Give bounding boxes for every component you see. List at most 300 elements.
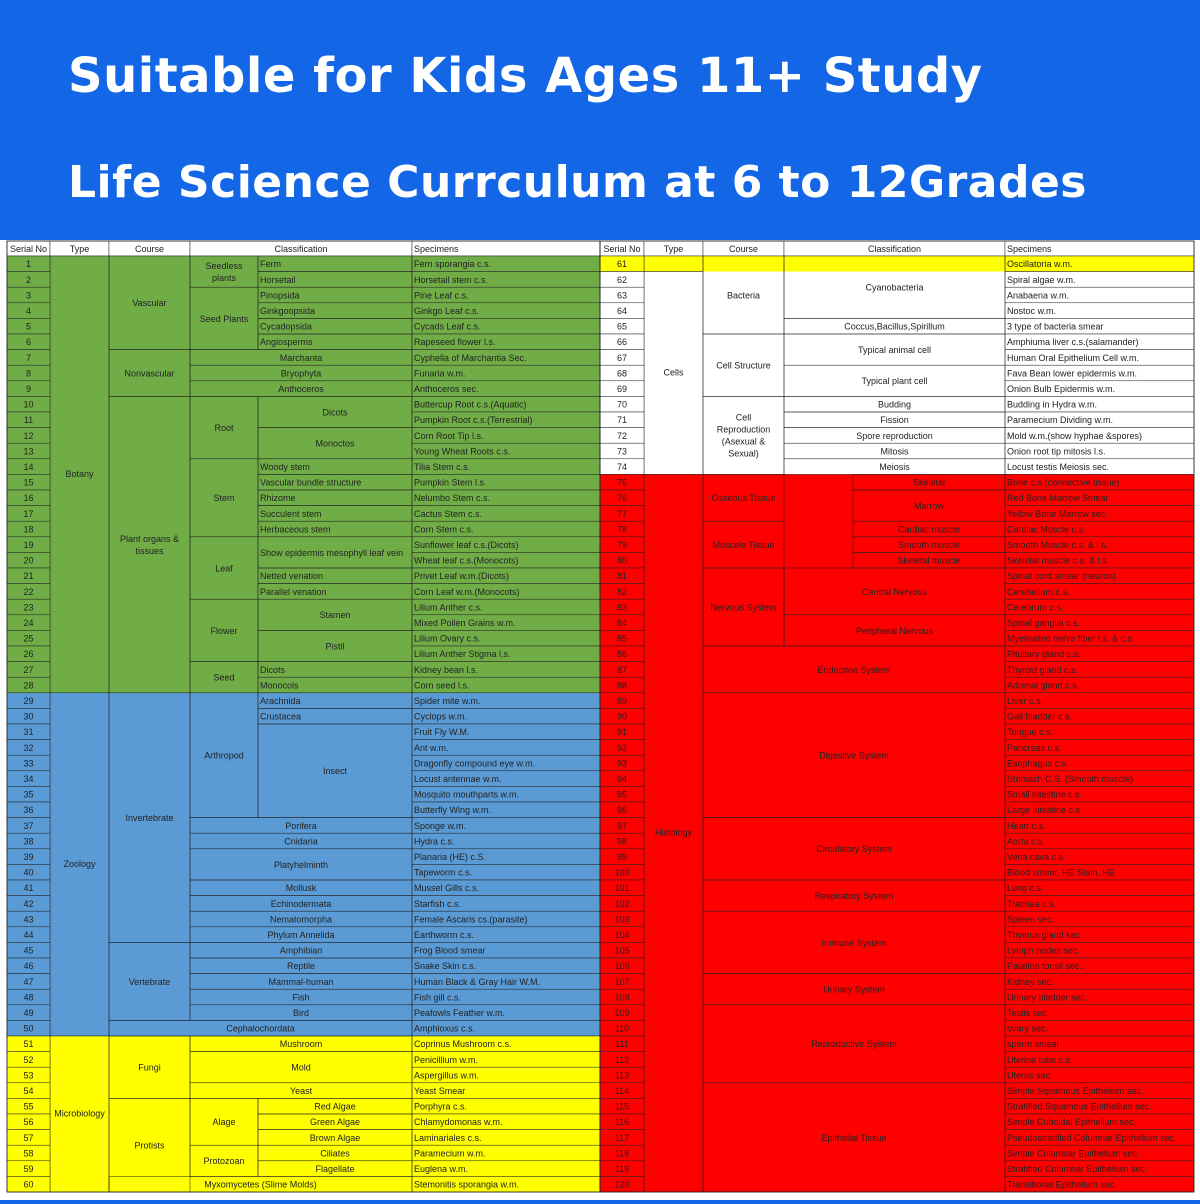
specimen-name: Cardiac Muscle c.s. — [1007, 524, 1086, 535]
specimen-name: Butterfly Wing w.m. — [414, 805, 492, 816]
serial-number: 85 — [616, 633, 628, 644]
specimen-name: Cactus Stem c.s. — [414, 508, 483, 519]
serial-number: 50 — [23, 1023, 34, 1034]
specimen-name: Amphiuma liver c.s.(salamander) — [1007, 337, 1139, 348]
specimen-name: Amphioxus c.s. — [414, 1023, 476, 1034]
serial-number: 70 — [616, 399, 628, 410]
serial-number: 31 — [23, 727, 34, 738]
specimen-name: Ant w.m. — [414, 742, 449, 753]
specimen-name: Yeast Smear — [414, 1085, 466, 1096]
serial-number: 69 — [616, 383, 628, 394]
serial-number: 103 — [614, 914, 630, 925]
serial-number: 39 — [23, 851, 34, 862]
serial-number: 83 — [616, 602, 628, 613]
serial-number: 17 — [23, 508, 34, 519]
type-cell-blank — [644, 256, 703, 272]
specimen-name: Fern sporangia c.s. — [414, 259, 492, 270]
specimen-name: Planaria (HE) c.S. — [414, 851, 487, 862]
type-label: Histology — [654, 827, 693, 838]
specimen-name: Corn seed l.s. — [414, 680, 470, 691]
classification-label: Cnidaria — [284, 836, 318, 847]
specimen-name: Spleen sec. — [1007, 914, 1055, 925]
classification-label: Bird — [292, 1007, 310, 1018]
serial-number: 87 — [616, 664, 628, 675]
serial-number: 109 — [614, 1007, 630, 1018]
serial-number: 52 — [23, 1054, 34, 1065]
specimen-name: Mussel Gills c.s. — [414, 883, 480, 894]
serial-number: 62 — [616, 274, 628, 285]
specimen-name: Snake Skin c.s. — [414, 961, 477, 972]
curriculum-table — [0, 240, 1200, 1200]
specimen-name: Cyphella of Marchantia Sec. — [414, 352, 527, 363]
specimen-name: Corn Root Tip l.s. — [414, 430, 484, 441]
specimen-name: sperm smear — [1007, 1039, 1060, 1050]
specimen-name: Simple Cuboidal Epithelium sec. — [1007, 1117, 1137, 1128]
classification-label: Monocols — [260, 680, 299, 691]
serial-number: 26 — [23, 649, 34, 660]
classification-label: Reptile — [286, 961, 316, 972]
specimen-name: Chlamydomonas w.m. — [414, 1117, 503, 1128]
banner-title: Suitable for Kids Ages 11+ Study — [68, 48, 983, 104]
serial-number: 34 — [23, 773, 34, 784]
serial-number: 19 — [23, 539, 34, 550]
specimen-name: Transitional Epithelium sec. — [1007, 1179, 1117, 1190]
specimen-name: Frog Blood smear — [414, 945, 486, 956]
serial-number: 65 — [616, 321, 628, 332]
serial-number: 117 — [614, 1132, 630, 1143]
classification-label: Show epidermis mesophyll leaf vein — [260, 547, 404, 558]
serial-number: 25 — [23, 633, 34, 644]
serial-number: 3 — [25, 290, 32, 301]
specimen-name: Stratified Columnar Epithelium sec. — [1007, 1163, 1148, 1174]
type-label: Botany — [65, 468, 94, 479]
classification-label: Root — [214, 422, 234, 433]
classification-label: Arthropod — [204, 750, 244, 761]
classification-label: Alage — [212, 1117, 236, 1128]
classification-label: Netted venation — [260, 571, 324, 582]
serial-number: 1 — [25, 259, 32, 270]
serial-number: 89 — [616, 695, 628, 706]
serial-number: 51 — [23, 1039, 34, 1050]
serial-number: 77 — [616, 508, 628, 519]
serial-number: 59 — [23, 1163, 34, 1174]
serial-number: 78 — [616, 524, 628, 535]
header-classification: Classification — [867, 243, 922, 254]
classification-label: Horsetail — [260, 274, 296, 285]
classification-label: Mushroom — [279, 1039, 323, 1050]
serial-number: 43 — [23, 914, 34, 925]
specimen-name: Horsetail stem c.s. — [414, 274, 489, 285]
specimen-name: Locust testis Meiosis sec. — [1007, 461, 1110, 472]
classification-label: Bryophyta — [280, 368, 322, 379]
specimen-name: Oscillatoria w.m. — [1007, 259, 1073, 270]
specimen-name: Heart c.s. — [1007, 820, 1046, 831]
classification-label: Fission — [880, 415, 909, 426]
specimen-name: Myelinated nerve fiber l.s. & c.s. — [1007, 633, 1135, 644]
classification-label: Rhizome — [260, 493, 296, 504]
serial-number: 7 — [25, 352, 32, 363]
serial-number: 49 — [23, 1007, 34, 1018]
specimen-name: Mosquito mouthparts w.m. — [414, 789, 520, 800]
classification-label: Arachnida — [260, 695, 301, 706]
specimen-name: Coprinus Mushroom c.s. — [414, 1039, 512, 1050]
specimen-name: Female Ascaris cs.(parasite) — [414, 914, 528, 925]
serial-number: 102 — [614, 898, 630, 909]
specimen-name: Nostoc w.m. — [1007, 305, 1057, 316]
serial-number: 22 — [23, 586, 34, 597]
classification-label: Amphibian — [279, 945, 323, 956]
specimen-name: Privet Leaf w.m.(Dicots) — [414, 571, 510, 582]
specimen-name: Stratified Squamous Epithelium sec. — [1007, 1101, 1152, 1112]
classification-label: Woody stem — [260, 461, 310, 472]
specimen-name: Kidney sec. — [1007, 976, 1054, 987]
serial-number: 116 — [614, 1117, 630, 1128]
specimen-name: Lilium Anther Stigma l.s. — [414, 649, 511, 660]
classification-label: Spore reproduction — [856, 430, 933, 441]
serial-number: 120 — [614, 1179, 630, 1190]
serial-number: 98 — [616, 836, 628, 847]
serial-number: 61 — [616, 259, 628, 270]
classification-label: Dicots — [260, 664, 286, 675]
serial-number: 41 — [23, 883, 34, 894]
serial-number: 82 — [616, 586, 628, 597]
course-label: Cell Structure — [716, 360, 771, 371]
serial-number: 12 — [23, 430, 34, 441]
type-label: Cells — [663, 367, 684, 378]
classification-label: Epithelial Tissue — [821, 1132, 887, 1143]
specimen-name: Dragonfly compound eye w.m. — [414, 758, 536, 769]
course-label: Cell Reproduction (Asexual & Sexual) — [716, 412, 771, 459]
classification-label: Skeletal — [912, 477, 946, 488]
serial-number: 24 — [23, 617, 34, 628]
serial-number: 40 — [23, 867, 34, 878]
classification-label: Smooth muscle — [897, 539, 961, 550]
classification-label: Seedless plants — [205, 260, 243, 283]
curriculum-table-grid — [0, 240, 1200, 1200]
specimen-name: Esophagus c.s. — [1007, 758, 1069, 769]
serial-number: 14 — [23, 461, 34, 472]
course-label: Protists — [134, 1140, 165, 1151]
classification-label: Endocrine System — [817, 664, 891, 675]
classification-label: Cyanobacteria — [865, 282, 924, 293]
specimen-name: Gall bladder c.s. — [1007, 711, 1073, 722]
serial-number: 81 — [616, 571, 628, 582]
specimen-name: Anthoceros sec. — [414, 383, 479, 394]
specimen-name: Sponge w.m. — [414, 820, 467, 831]
specimen-name: Penicillium w.m. — [414, 1054, 479, 1065]
classification-label: Fish — [292, 992, 310, 1003]
header-specimens: Specimens — [1007, 243, 1052, 254]
specimen-name: Cycads Leaf c.s. — [414, 321, 481, 332]
course-label: Osseous Tissue — [711, 493, 776, 504]
classification-label: Angiosperms — [260, 337, 313, 348]
type-label: Microbiology — [54, 1108, 105, 1119]
serial-number: 92 — [616, 742, 628, 753]
specimen-name: Porphyra c.s. — [414, 1101, 468, 1112]
header-type: Type — [69, 243, 90, 254]
specimen-name: Funaria w.m. — [414, 368, 466, 379]
classification-label: Budding — [877, 399, 912, 410]
serial-number: 2 — [25, 274, 32, 285]
classification-label: Pinopsida — [260, 290, 300, 301]
specimen-name: Fruit Fly W.M. — [414, 727, 470, 738]
serial-number: 93 — [616, 758, 628, 769]
specimen-name: Paramecium Dividing w.m. — [1007, 415, 1114, 426]
specimen-name: Spinal cord smear (neuron) — [1007, 571, 1117, 582]
specimen-name: Mold w.m.(show hyphae &spores) — [1007, 430, 1143, 441]
header-type: Type — [663, 243, 684, 254]
specimen-name: Onion root tip mitosis l.s. — [1007, 446, 1106, 457]
specimen-name: Locust antennae w.m. — [414, 773, 502, 784]
specimen-name: Tapeworm c.s. — [414, 867, 473, 878]
serial-number: 53 — [23, 1070, 34, 1081]
serial-number: 67 — [616, 352, 628, 363]
course-label: Muscele Tissue — [712, 539, 775, 550]
serial-number: 106 — [614, 961, 630, 972]
specimen-name: Stemonitis sporangia w.m. — [414, 1179, 520, 1190]
serial-number: 38 — [23, 836, 34, 847]
banner — [0, 0, 1200, 240]
classification-label: Mold — [291, 1062, 311, 1073]
serial-number: 64 — [616, 305, 628, 316]
serial-number: 118 — [614, 1148, 630, 1159]
course-label: Nervous System — [710, 602, 777, 613]
course-label: Plant organs & tissues — [119, 533, 180, 556]
serial-number: 108 — [614, 992, 630, 1003]
specimen-name: Peafowls Feather w.m. — [414, 1007, 506, 1018]
classification-label: Protozoan — [203, 1156, 245, 1167]
serial-number: 6 — [25, 337, 32, 348]
classification-label: Cycadopsida — [260, 321, 313, 332]
specimen-name: Corn Leaf w.m.(Monocots) — [414, 586, 520, 597]
specimen-name: Yellow Bone Marrow sec. — [1007, 508, 1108, 519]
serial-number: 32 — [23, 742, 34, 753]
header-classification: Classification — [274, 243, 328, 254]
classification-label: Central Nervous — [861, 586, 928, 597]
specimen-name: Wheat leaf c.s.(Monocots) — [414, 555, 519, 566]
serial-number: 99 — [616, 851, 628, 862]
classification-label: Cardiac muscle — [897, 524, 961, 535]
serial-number: 72 — [616, 430, 628, 441]
specimen-name: Cerebellum c.s. — [1007, 586, 1070, 597]
serial-number: 96 — [616, 805, 628, 816]
specimen-name: Aorta c.s. — [1007, 836, 1046, 847]
specimen-name: Earthworm c.s. — [414, 929, 475, 940]
serial-number: 73 — [616, 446, 628, 457]
specimen-name: Lymph nodes sec. — [1007, 945, 1080, 956]
specimen-name: Budding in Hydra w.m. — [1007, 399, 1098, 410]
classification-label: Dicots — [322, 407, 348, 418]
serial-number: 60 — [23, 1179, 34, 1190]
specimen-name: Mixed Pollen Grains w.m. — [414, 617, 516, 628]
classification-label: Coccus,Bacillus,Spirillum — [844, 321, 945, 332]
serial-number: 5 — [25, 321, 32, 332]
classification-label: Digestive System — [819, 750, 889, 761]
serial-number: 113 — [614, 1070, 630, 1081]
serial-number: 27 — [23, 664, 34, 675]
specimen-name: Small intestine c.s. — [1007, 789, 1083, 800]
specimen-name: Red Bone Marrow Smear — [1007, 493, 1109, 504]
classification-label: Platyhelminth — [273, 859, 329, 870]
specimen-name: Starfish c.s. — [414, 898, 462, 909]
serial-number: 48 — [23, 992, 34, 1003]
classification-label: Porifera — [285, 820, 317, 831]
course-label: Invertebrate — [125, 812, 174, 823]
serial-number: 115 — [614, 1101, 630, 1112]
specimen-name: Human Black & Gray Hair W.M. — [414, 976, 541, 987]
course-label: Vertebrate — [128, 976, 171, 987]
classification-label: Myxomycetes (Slime Molds) — [204, 1179, 317, 1190]
classification-label: Green Algae — [309, 1117, 361, 1128]
classification-label: Yeast — [289, 1085, 313, 1096]
serial-number: 74 — [616, 461, 628, 472]
classification-label: Skeletal muscle — [897, 555, 961, 566]
classification-label: Phylum Annelida — [267, 929, 335, 940]
specimen-name: Spinal ganglia c.s. — [1007, 617, 1081, 628]
specimen-name: Pituitary gland c.s. — [1007, 649, 1081, 660]
serial-number: 55 — [23, 1101, 34, 1112]
specimen-name: Blood smear, HE Stain, HE — [1007, 867, 1116, 878]
specimen-name: Lilium Ovary c.s. — [414, 633, 481, 644]
serial-number: 37 — [23, 820, 34, 831]
classification-label: Ciliates — [320, 1148, 350, 1159]
classification-label: Parallel venation — [260, 586, 327, 597]
serial-number: 91 — [616, 727, 628, 738]
classification-label: Monoctos — [315, 438, 355, 449]
serial-number: 111 — [615, 1039, 629, 1050]
serial-number: 101 — [614, 883, 630, 894]
specimen-name: Vena cava c.s. — [1007, 851, 1066, 862]
specimen-name: ovary sec. — [1007, 1023, 1049, 1034]
classification-label: Peripheral Nervous — [855, 625, 934, 636]
specimen-name: Urinary bladder sec. — [1007, 992, 1088, 1003]
classification-label: Echinodermata — [270, 898, 332, 909]
serial-number: 8 — [25, 368, 32, 379]
specimen-name: Bone c.s.(connective tissue) — [1007, 477, 1120, 488]
serial-number: 45 — [23, 945, 34, 956]
classification-label: Vascular bundle structure — [260, 477, 362, 488]
specimen-name: Palatine tonsil sec. — [1007, 961, 1083, 972]
classification-label: Insect — [322, 766, 348, 777]
serial-number: 28 — [23, 680, 34, 691]
specimen-name: Young Wheat Roots c.s. — [414, 446, 511, 457]
serial-number: 104 — [614, 929, 630, 940]
serial-number: 30 — [23, 711, 34, 722]
classification-label: Crustacea — [260, 711, 302, 722]
serial-number: 90 — [616, 711, 628, 722]
header-course: Course — [728, 243, 759, 254]
serial-number: 15 — [23, 477, 34, 488]
specimen-name: Tilia Stem c.s. — [414, 461, 471, 472]
course-label: Nonvascular — [124, 368, 175, 379]
specimen-name: Lung c.s. — [1007, 883, 1044, 894]
specimen-name: Ginkgo Leaf c.s. — [414, 305, 480, 316]
classification-label: Leaf — [215, 563, 233, 574]
classification-label: Anthoceros — [278, 383, 324, 394]
serial-number: 13 — [23, 446, 34, 457]
specimen-name: Thyroid gland c.s. — [1007, 664, 1079, 675]
serial-number: 79 — [616, 539, 628, 550]
specimen-name: Pumpkin Stem l.s. — [414, 477, 487, 488]
specimen-name: Simple Columnar Epithelium sec. — [1007, 1148, 1140, 1159]
classification-label: Reproductive System — [811, 1039, 897, 1050]
specimen-name: Anabaena w.m. — [1007, 290, 1070, 301]
classification-label: Herbaceous stem — [260, 524, 331, 535]
specimen-name: Uterus sec. — [1007, 1070, 1053, 1081]
specimen-name: Stomach C.S. (Smooth muscle) — [1007, 773, 1134, 784]
classification-label: Brown Algae — [309, 1132, 361, 1143]
classification-label: Typical plant cell — [861, 376, 928, 387]
classification-label: Marrow — [913, 500, 945, 511]
specimen-name: Nelumbo Stem c.s. — [414, 493, 491, 504]
specimen-name: Skeletal muscle c.s. & l.s. — [1007, 555, 1110, 566]
serial-number: 20 — [23, 555, 34, 566]
serial-number: 110 — [614, 1023, 630, 1034]
specimen-name: Hydra c.s. — [414, 836, 455, 847]
specimen-name: Euglena w.m. — [414, 1163, 469, 1174]
header-serial: Serial No — [9, 243, 48, 254]
course-label: Bacteria — [726, 290, 761, 301]
specimen-name: Paramecium w.m. — [414, 1148, 486, 1159]
classification-label: Urinary System — [823, 984, 885, 995]
specimen-name: Pseudostratified Columnar Epithelium sec. — [1007, 1132, 1177, 1143]
serial-number: 35 — [23, 789, 34, 800]
classification-label: Mammal-human — [268, 976, 334, 987]
specimen-name: Kidney bean l.s. — [414, 664, 479, 675]
header-course: Course — [134, 243, 165, 254]
classification-label: Marchanta — [279, 352, 323, 363]
course-label: Vascular — [132, 298, 167, 309]
classification-label: Immune System — [821, 937, 887, 948]
specimen-name: Large intestine c.s. — [1007, 805, 1083, 816]
serial-number: 68 — [616, 368, 628, 379]
serial-number: 95 — [616, 789, 628, 800]
banner-subtitle: Life Science Currculum at 6 to 12Grades — [68, 157, 1087, 208]
serial-number: 88 — [616, 680, 628, 691]
specimen-name: Simple Squamous Epithelium sec. — [1007, 1085, 1144, 1096]
classification-label: Flower — [210, 625, 238, 636]
serial-number: 42 — [23, 898, 34, 909]
serial-number: 63 — [616, 290, 628, 301]
serial-number: 56 — [23, 1117, 34, 1128]
serial-number: 107 — [614, 976, 630, 987]
specimen-name: Tongue c.s. — [1007, 727, 1054, 738]
serial-number: 86 — [616, 649, 628, 660]
specimen-name: Laminariales c.s. — [414, 1132, 482, 1143]
specimen-name: Smooth Muscle c.s. & l.s. — [1007, 539, 1109, 550]
type-label: Zoology — [63, 858, 96, 869]
classification-label: Circulatory System — [816, 844, 892, 855]
serial-number: 9 — [25, 383, 32, 394]
classification-label: Seed Plants — [199, 313, 249, 324]
classification-label: Cephalochordata — [226, 1023, 295, 1034]
header-specimens: Specimens — [414, 243, 459, 254]
serial-number: 75 — [616, 477, 628, 488]
specimen-name: Rapeseed flower l.s. — [414, 337, 496, 348]
serial-number: 33 — [23, 758, 34, 769]
specimen-name: Fava Bean lower epidermis w.m. — [1007, 368, 1138, 379]
serial-number: 10 — [23, 399, 34, 410]
serial-number: 44 — [23, 929, 34, 940]
serial-number: 97 — [616, 820, 628, 831]
serial-number: 11 — [23, 415, 34, 426]
serial-number: 36 — [23, 805, 34, 816]
specimen-name: Lilium Anther c.s. — [414, 602, 483, 613]
specimen-name: Spiral algae w.m. — [1007, 274, 1076, 285]
serial-number: 23 — [23, 602, 34, 613]
classification-label: Flagellate — [315, 1163, 355, 1174]
serial-number: 57 — [23, 1132, 34, 1143]
